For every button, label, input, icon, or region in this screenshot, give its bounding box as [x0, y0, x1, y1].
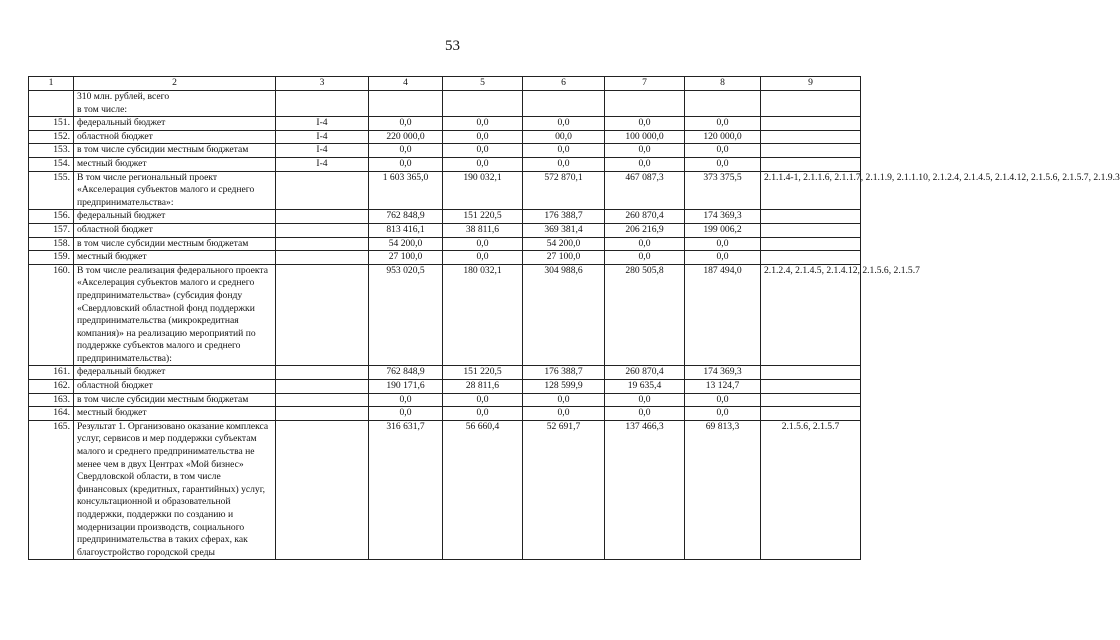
goals-cell [761, 380, 861, 394]
value-cell-col8: 187 494,0 [685, 264, 761, 366]
value-cell-col8: 120 000,0 [685, 130, 761, 144]
code-cell: I-4 [276, 144, 369, 158]
table-row [29, 130, 861, 144]
code-cell: I-4 [276, 157, 369, 171]
value-cell-col5: 0,0 [443, 130, 523, 144]
table-row [29, 380, 861, 394]
row-number-cell: 154. [29, 157, 74, 171]
row-number-cell: 157. [29, 223, 74, 237]
value-cell-col6: 27 100,0 [523, 251, 605, 265]
description-cell: Результат 1. Организовано оказание комплекса услуг, сервисов и мер поддержки субъектам малого и среднего предпринимательства не менее чем в двух Центрах «Мой бизнес» Свердловской области, в том числе финансовых (кредитных, гарантийных) услуг, консультационной и образовательной поддержки, поддержки по созданию и модернизации производств, социального предпринимательства в таких сферах, как благоустройство городской среды [74, 420, 276, 560]
value-cell-col7: 467 087,3 [605, 171, 685, 210]
row-number-cell: 162. [29, 380, 74, 394]
row-number-cell: 163. [29, 393, 74, 407]
code-cell [276, 91, 369, 117]
description-cell: местный бюджет [74, 407, 276, 421]
value-cell-col6: 54 200,0 [523, 237, 605, 251]
value-cell-col4: 190 171,6 [369, 380, 443, 394]
value-cell-col5 [443, 91, 523, 117]
row-number-cell: 161. [29, 366, 74, 380]
row-number-cell: 152. [29, 130, 74, 144]
goals-cell [761, 407, 861, 421]
value-cell-col6: 304 988,6 [523, 264, 605, 366]
description-cell: В том числе реализация федерального проекта «Акселерация субъектов малого и среднего предпринимательства» (субсидия фонду «Свердловский областной фонд поддержки предпринимательства (микрокредитная компания)» на реализацию мероприятий по поддержке субъектов малого и среднего предпринимательства): [74, 264, 276, 366]
goals-cell [761, 117, 861, 131]
description-cell: в том числе субсидии местным бюджетам [74, 237, 276, 251]
value-cell-col8: 0,0 [685, 393, 761, 407]
code-cell [276, 393, 369, 407]
value-cell-col4: 953 020,5 [369, 264, 443, 366]
goals-cell [761, 130, 861, 144]
value-cell-col6: 176 388,7 [523, 366, 605, 380]
code-cell [276, 251, 369, 265]
value-cell-col6: 128 599,9 [523, 380, 605, 394]
code-cell [276, 210, 369, 224]
goals-cell: 2.1.2.4, 2.1.4.5, 2.1.4.12, 2.1.5.6, 2.1.5.7 [761, 264, 861, 366]
table-row [29, 91, 861, 117]
value-cell-col6: 572 870,1 [523, 171, 605, 210]
value-cell-col6: 0,0 [523, 407, 605, 421]
value-cell-col7: 280 505,8 [605, 264, 685, 366]
value-cell-col5: 28 811,6 [443, 380, 523, 394]
code-cell [276, 264, 369, 366]
code-cell [276, 237, 369, 251]
value-cell-col7: 206 216,9 [605, 223, 685, 237]
value-cell-col4: 0,0 [369, 117, 443, 131]
value-cell-col7: 0,0 [605, 407, 685, 421]
value-cell-col4: 0,0 [369, 157, 443, 171]
value-cell-col7: 0,0 [605, 117, 685, 131]
value-cell-col5: 56 660,4 [443, 420, 523, 560]
row-number-cell: 155. [29, 171, 74, 210]
value-cell-col4: 0,0 [369, 407, 443, 421]
code-cell [276, 223, 369, 237]
value-cell-col6: 0,0 [523, 393, 605, 407]
value-cell-col6: 52 691,7 [523, 420, 605, 560]
value-cell-col6: 00,0 [523, 130, 605, 144]
value-cell-col4: 27 100,0 [369, 251, 443, 265]
table-row [29, 251, 861, 265]
row-number-cell: 165. [29, 420, 74, 560]
value-cell-col5: 151 220,5 [443, 210, 523, 224]
table-row [29, 237, 861, 251]
description-cell: в том числе субсидии местным бюджетам [74, 393, 276, 407]
row-number-cell: 159. [29, 251, 74, 265]
value-cell-col7: 100 000,0 [605, 130, 685, 144]
value-cell-col7: 260 870,4 [605, 366, 685, 380]
code-cell [276, 420, 369, 560]
value-cell-col5: 0,0 [443, 251, 523, 265]
value-cell-col6: 0,0 [523, 117, 605, 131]
table-row [29, 210, 861, 224]
description-cell: областной бюджет [74, 130, 276, 144]
value-cell-col5: 0,0 [443, 237, 523, 251]
value-cell-col7: 0,0 [605, 157, 685, 171]
value-cell-col4: 54 200,0 [369, 237, 443, 251]
description-cell: В том числе региональный проект «Акселерация субъектов малого и среднего предпринимательства»: [74, 171, 276, 210]
description-cell: 310 млн. рублей, всего в том числе: [74, 91, 276, 117]
goals-cell: 2.1.5.6, 2.1.5.7 [761, 420, 861, 560]
value-cell-col8: 0,0 [685, 237, 761, 251]
value-cell-col8: 0,0 [685, 407, 761, 421]
code-cell: I-4 [276, 117, 369, 131]
table-row [29, 420, 861, 560]
row-number-cell: 153. [29, 144, 74, 158]
value-cell-col7: 137 466,3 [605, 420, 685, 560]
value-cell-col8: 373 375,5 [685, 171, 761, 210]
header-row [29, 77, 861, 91]
value-cell-col8 [685, 91, 761, 117]
value-cell-col5: 0,0 [443, 144, 523, 158]
description-cell: областной бюджет [74, 380, 276, 394]
goals-cell [761, 366, 861, 380]
value-cell-col8: 69 813,3 [685, 420, 761, 560]
value-cell-col6: 0,0 [523, 157, 605, 171]
goals-cell: 2.1.1.4-1, 2.1.1.6, 2.1.1.7, 2.1.1.9, 2.1.1.10, 2.1.2.4, 2.1.4.5, 2.1.4.12, 2.1.5.6, 2.1.5.7, 2.1.9.3 [761, 171, 861, 210]
value-cell-col8: 0,0 [685, 157, 761, 171]
row-number-cell: 160. [29, 264, 74, 366]
goals-cell [761, 157, 861, 171]
value-cell-col8: 174 369,3 [685, 210, 761, 224]
description-cell: федеральный бюджет [74, 366, 276, 380]
row-number-cell: 156. [29, 210, 74, 224]
value-cell-col5: 190 032,1 [443, 171, 523, 210]
value-cell-col8: 174 369,3 [685, 366, 761, 380]
page-number: 53 [445, 38, 460, 54]
value-cell-col7: 19 635,4 [605, 380, 685, 394]
table-row [29, 117, 861, 131]
value-cell-col4: 0,0 [369, 393, 443, 407]
value-cell-col4: 762 848,9 [369, 210, 443, 224]
column-header: 9 [761, 77, 861, 91]
value-cell-col6 [523, 91, 605, 117]
code-cell [276, 380, 369, 394]
table-row [29, 157, 861, 171]
value-cell-col5: 151 220,5 [443, 366, 523, 380]
goals-cell [761, 393, 861, 407]
column-header: 6 [523, 77, 605, 91]
column-header: 2 [74, 77, 276, 91]
value-cell-col7 [605, 91, 685, 117]
row-number-cell: 158. [29, 237, 74, 251]
value-cell-col5: 0,0 [443, 117, 523, 131]
column-header: 3 [276, 77, 369, 91]
column-header: 8 [685, 77, 761, 91]
value-cell-col5: 38 811,6 [443, 223, 523, 237]
description-cell: областной бюджет [74, 223, 276, 237]
value-cell-col7: 0,0 [605, 251, 685, 265]
value-cell-col8: 199 006,2 [685, 223, 761, 237]
column-header: 4 [369, 77, 443, 91]
value-cell-col8: 0,0 [685, 251, 761, 265]
value-cell-col4: 316 631,7 [369, 420, 443, 560]
value-cell-col4: 813 416,1 [369, 223, 443, 237]
value-cell-col7: 0,0 [605, 144, 685, 158]
value-cell-col8: 0,0 [685, 144, 761, 158]
value-cell-col6: 369 381,4 [523, 223, 605, 237]
row-number-cell: 151. [29, 117, 74, 131]
row-number-cell [29, 91, 74, 117]
column-header: 7 [605, 77, 685, 91]
table-row [29, 223, 861, 237]
value-cell-col5: 0,0 [443, 407, 523, 421]
value-cell-col7: 0,0 [605, 237, 685, 251]
code-cell: I-4 [276, 130, 369, 144]
goals-cell [761, 144, 861, 158]
value-cell-col5: 0,0 [443, 393, 523, 407]
code-cell [276, 407, 369, 421]
value-cell-col7: 260 870,4 [605, 210, 685, 224]
goals-cell [761, 237, 861, 251]
column-header: 5 [443, 77, 523, 91]
table-row [29, 393, 861, 407]
code-cell [276, 366, 369, 380]
code-cell [276, 171, 369, 210]
description-cell: местный бюджет [74, 157, 276, 171]
description-cell: местный бюджет [74, 251, 276, 265]
value-cell-col5: 180 032,1 [443, 264, 523, 366]
goals-cell [761, 251, 861, 265]
value-cell-col5: 0,0 [443, 157, 523, 171]
value-cell-col8: 13 124,7 [685, 380, 761, 394]
description-cell: федеральный бюджет [74, 117, 276, 131]
value-cell-col4: 1 603 365,0 [369, 171, 443, 210]
value-cell-col4: 0,0 [369, 144, 443, 158]
description-cell: в том числе субсидии местным бюджетам [74, 144, 276, 158]
table-row [29, 144, 861, 158]
goals-cell [761, 210, 861, 224]
value-cell-col4 [369, 91, 443, 117]
row-number-cell: 164. [29, 407, 74, 421]
goals-cell [761, 223, 861, 237]
value-cell-col8: 0,0 [685, 117, 761, 131]
value-cell-col7: 0,0 [605, 393, 685, 407]
table-row [29, 407, 861, 421]
value-cell-col6: 176 388,7 [523, 210, 605, 224]
value-cell-col6: 0,0 [523, 144, 605, 158]
table-row [29, 366, 861, 380]
description-cell: федеральный бюджет [74, 210, 276, 224]
value-cell-col4: 762 848,9 [369, 366, 443, 380]
table-row [29, 264, 861, 366]
table-row [29, 171, 861, 210]
goals-cell [761, 91, 861, 117]
column-header: 1 [29, 77, 74, 91]
budget-table [28, 76, 1120, 560]
value-cell-col4: 220 000,0 [369, 130, 443, 144]
